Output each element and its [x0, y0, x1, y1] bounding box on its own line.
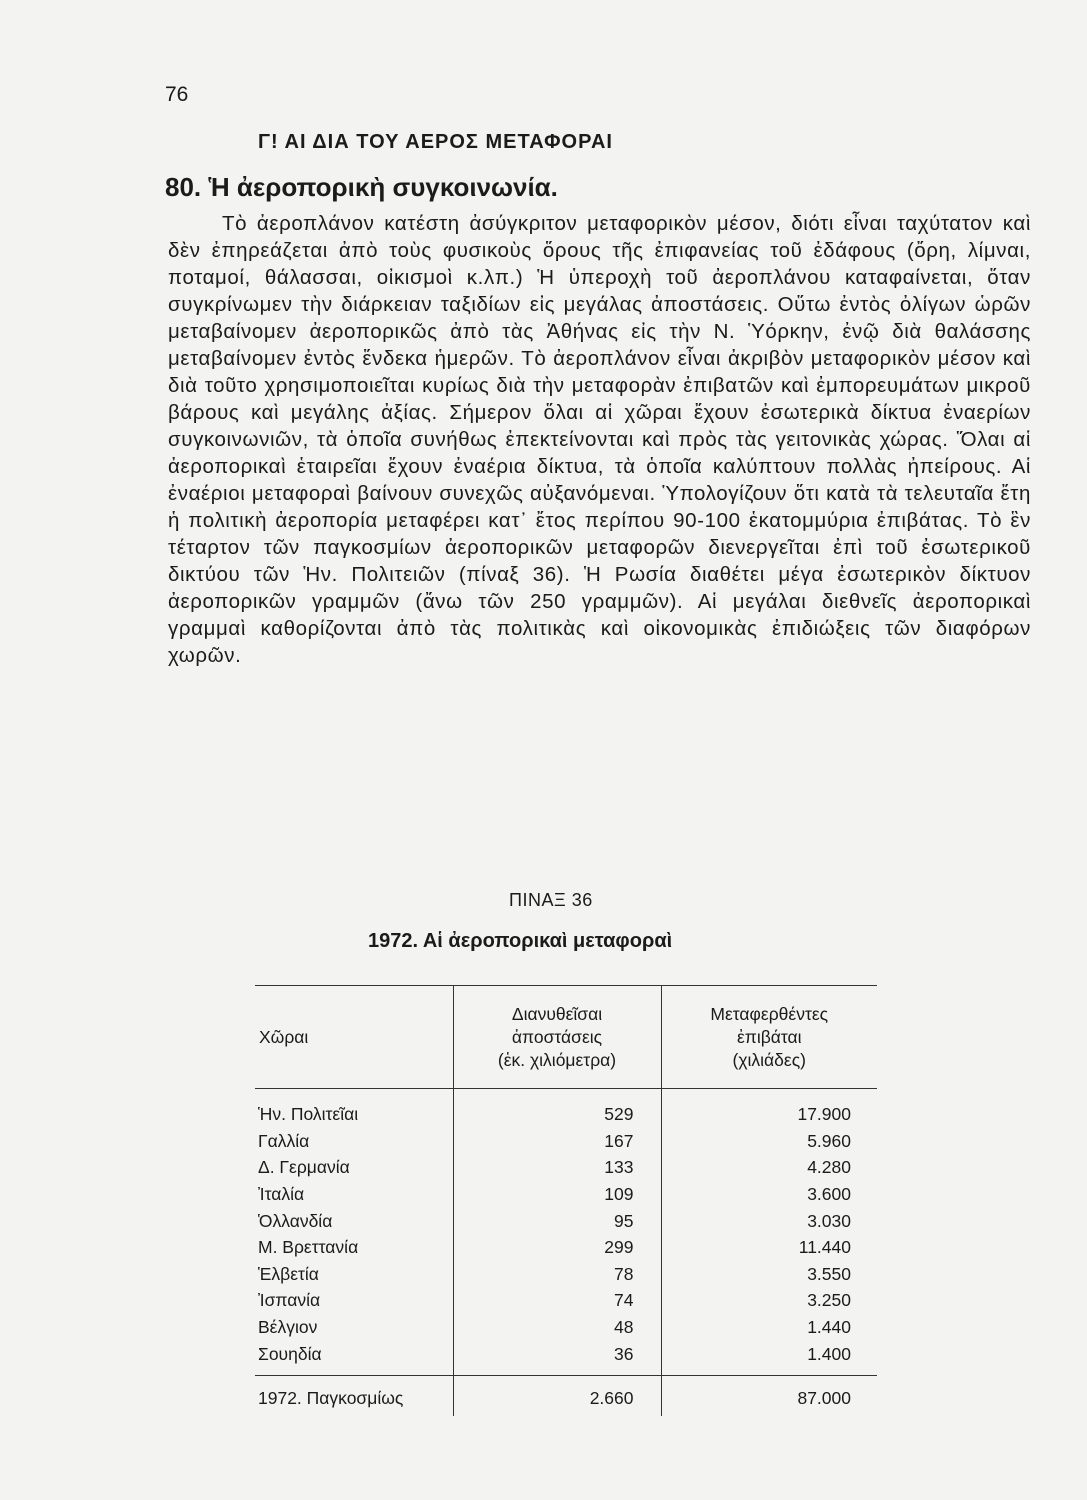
total-passengers: 87.000	[661, 1375, 877, 1416]
header-distance	[453, 986, 661, 1089]
table-row	[255, 1128, 877, 1155]
cell-distance: 48	[453, 1314, 661, 1341]
header-distance-line1: Διανυθεῖσαι	[511, 1003, 603, 1024]
section-heading: 80. Ἡ ἀεροπορικὴ συγκοινωνία.	[165, 172, 558, 202]
cell-country: Γαλλία	[258, 1130, 310, 1151]
table-row	[255, 1261, 877, 1288]
cell-country: Ἑλβετία	[258, 1263, 319, 1284]
cell-passengers: 11.440	[661, 1234, 877, 1261]
cell-distance: 109	[453, 1181, 661, 1208]
header-passengers-line1: Μεταφερθέντες	[710, 1003, 829, 1024]
table-header-row	[255, 986, 877, 1089]
cell-distance: 74	[453, 1287, 661, 1314]
cell-country: Δ. Γερμανία	[258, 1157, 350, 1178]
cell-distance: 167	[453, 1128, 661, 1155]
cell-distance: 78	[453, 1261, 661, 1288]
cell-distance: 36	[453, 1340, 661, 1375]
air-transport-table	[255, 985, 877, 1416]
cell-country: Μ. Βρεττανία	[258, 1237, 359, 1258]
cell-passengers: 4.280	[661, 1154, 877, 1181]
cell-passengers: 3.550	[661, 1261, 877, 1288]
table-total-row	[255, 1375, 877, 1416]
table-row	[255, 1089, 877, 1128]
cell-distance: 529	[453, 1089, 661, 1128]
cell-passengers: 5.960	[661, 1128, 877, 1155]
total-label: 1972. Παγκοσμίως	[255, 1375, 453, 1416]
table-row	[255, 1314, 877, 1341]
cell-distance: 133	[453, 1154, 661, 1181]
cell-passengers: 1.440	[661, 1314, 877, 1341]
header-country: Χῶραι	[255, 986, 453, 1089]
header-passengers-line2: ἐπιβάται	[736, 1026, 802, 1047]
header-distance-line3: (ἑκ. χιλιόμετρα)	[497, 1049, 617, 1070]
body-text	[168, 210, 1031, 669]
body-paragraph: Τὸ ἀεροπλάνον κατέστη ἀσύγκριτον μεταφορικὸν μέσον, διότι εἶναι ταχύτατον καὶ δὲν ἐπηρεάζεται ἀπὸ τοὺς φυσικοὺς ὅρους τῆς ἐπιφανείας τοῦ ἐδάφους (ὄρη, λίμναι, ποταμοί, θάλασσαι, οἰκισμοὶ κ.λπ.) Ἡ ὑπεροχὴ τοῦ ἀεροπλάνου καταφαίνεται, ὅταν συγκρίνωμεν τὴν διάρκειαν ταξιδίων εἰς μεγάλας ἀποστάσεις. Οὕτω ἐντὸς ὀλίγων ὡρῶν μεταβαίνομεν ἀεροπορικῶς ἀπὸ τὰς Ἀθήνας εἰς τὴν Ν. Ὑόρκην, ἐνῷ διὰ θαλάσσης μεταβαίνομεν ἐντὸς ἕνδεκα ἡμερῶν. Τὸ ἀεροπλάνον εἶναι ἀκριβὸν μεταφορικὸν μέσον καὶ διὰ τοῦτο χρησιμοποιεῖται κυρίως διὰ τὴν μεταφορὰν ἐπιβατῶν καὶ ἐμπορευμάτων μικροῦ βάρους καὶ μεγάλης ἀξίας. Σήμερον ὅλαι αἱ χῶραι ἔχουν ἐσωτερικὰ δίκτυα ἐναερίων συγκοινωνιῶν, τὰ ὁποῖα συνήθως ἐπεκτείνονται καὶ πρὸς τὰς γειτονικὰς χώρας. Ὅλαι αἱ ἀεροπορικαὶ ἑταιρεῖαι ἔχουν ἐναέρια δίκτυα, τὰ ὁποῖα καλύπτουν πολλὰς ἠπείρους. Αἱ ἐναέριοι μεταφοραὶ βαίνουν συνεχῶς αὐξανόμεναι. Ὑπολογίζουν ὅτι κατὰ τὰ τελευταῖα ἔτη ἡ πολιτικὴ ἀεροπορία μεταφέρει κατ᾽ ἔτος περίπου 90-100 ἑκατομμύρια ἐπιβάτας. Τὸ ἓν τέταρτον τῶν παγκοσμίων ἀεροπορικῶν μεταφορῶν διενεργεῖται ἐπὶ τοῦ ἐσωτερικοῦ δικτύου τῶν Ἡν. Πολιτειῶν (πίναξ 36). Ἡ Ρωσία διαθέτει μέγα ἐσωτερικὸν δίκτυον ἀεροπορικῶν γραμμῶν (ἄνω τῶν 250 γραμμῶν). Αἱ μεγάλαι διεθνεῖς ἀεροπορικαὶ γραμμαὶ καθορίζονται ἀπὸ τὰς πολιτικὰς καὶ οἰκονομικὰς ἐπιδιώξεις τῶν διαφόρων χωρῶν.	[168, 212, 1031, 667]
header-distance-line2: ἀποστάσεις	[511, 1026, 603, 1047]
table-row	[255, 1340, 877, 1375]
cell-passengers: 3.030	[661, 1207, 877, 1234]
table-row	[255, 1234, 877, 1261]
page-number: 76	[165, 83, 189, 106]
table-row	[255, 1207, 877, 1234]
table-row	[255, 1181, 877, 1208]
table-row	[255, 1154, 877, 1181]
cell-country: Ὁλλανδία	[258, 1210, 333, 1231]
cell-passengers: 17.900	[661, 1089, 877, 1128]
cell-country: Ἡν. Πολιτεῖαι	[258, 1104, 359, 1125]
cell-country: Βέλγιον	[258, 1317, 318, 1338]
chapter-title: Γ! ΑΙ ΔΙΑ ΤΟΥ ΑΕΡΟΣ ΜΕΤΑΦΟΡΑΙ	[258, 131, 613, 153]
table-title: 1972. Αἱ ἀεροπορικαὶ μεταφοραὶ	[368, 930, 673, 952]
header-passengers	[661, 986, 877, 1089]
cell-passengers: 3.600	[661, 1181, 877, 1208]
cell-passengers: 1.400	[661, 1340, 877, 1375]
table-row	[255, 1287, 877, 1314]
cell-distance: 95	[453, 1207, 661, 1234]
cell-country: Σουηδία	[258, 1343, 322, 1364]
cell-distance: 299	[453, 1234, 661, 1261]
total-distance: 2.660	[453, 1375, 661, 1416]
cell-country: Ἰταλία	[258, 1184, 305, 1205]
cell-passengers: 3.250	[661, 1287, 877, 1314]
cell-country: Ἰσπανία	[258, 1290, 321, 1311]
table-label: ΠΙΝΑΞ 36	[509, 890, 593, 910]
header-passengers-line3: (χιλιάδες)	[732, 1049, 806, 1070]
